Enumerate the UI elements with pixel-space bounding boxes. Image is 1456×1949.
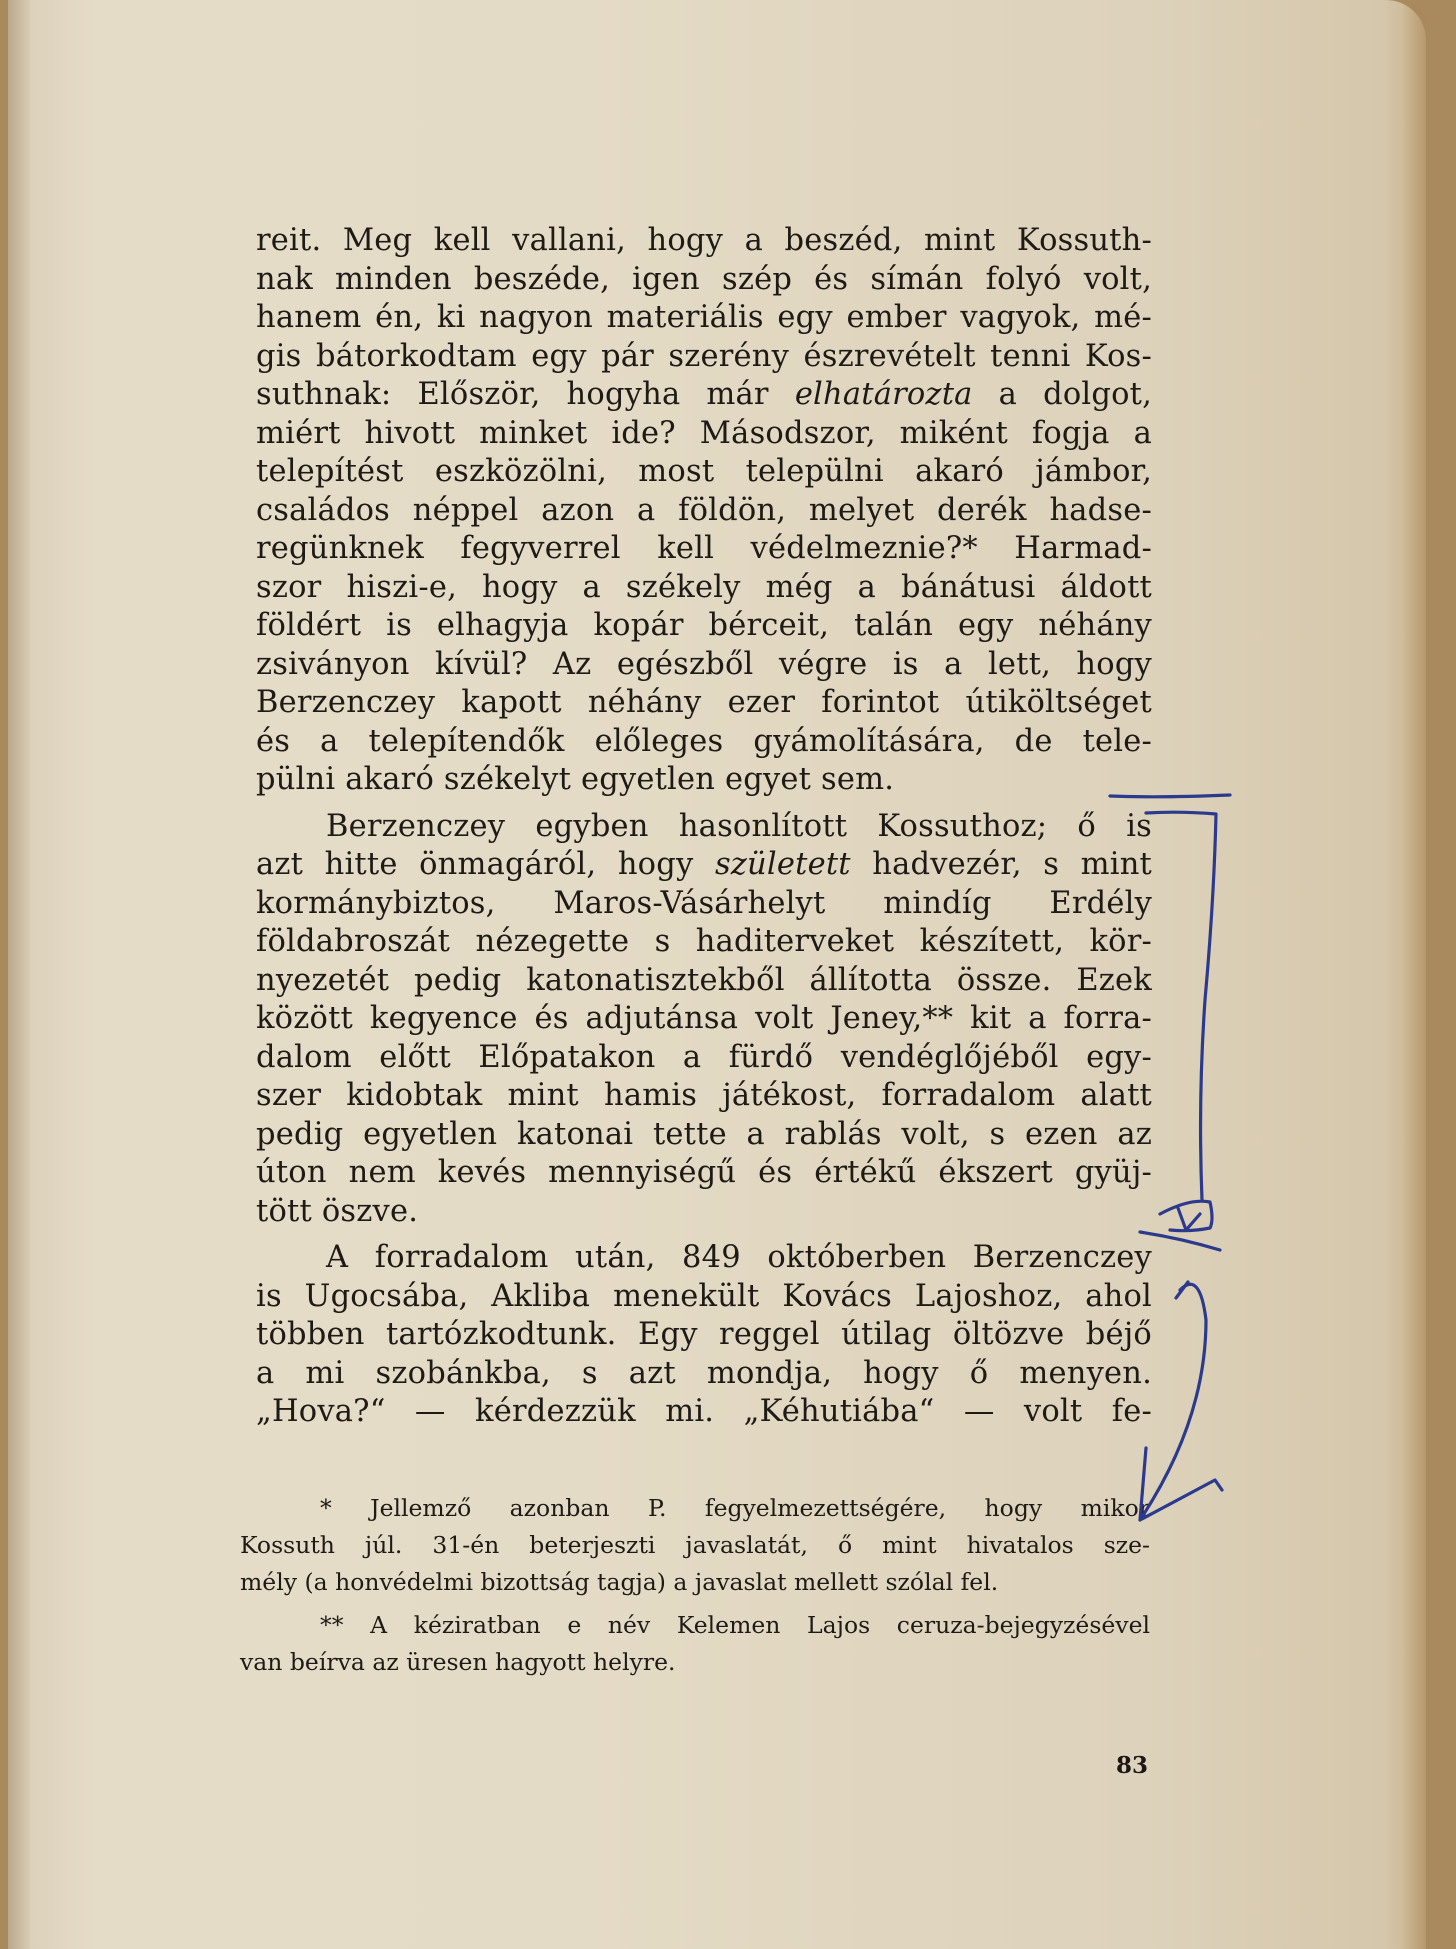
text-line: úton nem kevés mennyiségű és értékű ékszert gyüj- <box>256 1155 1152 1190</box>
book-page <box>8 0 1426 1949</box>
text-line: pedig egyetlen katonai tette a rablás volt, s ezen az <box>256 1116 1152 1152</box>
text-line: kormánybiztos, Maros-Vásárhelyt mindíg Erdély <box>256 885 1152 921</box>
paragraph-3 <box>256 1239 1152 1432</box>
text-line: Berzenczey egyben hasonlított Kossuthoz; ő is <box>326 808 1152 844</box>
text-line: családos néppel azon a földön, melyet derék hadse- <box>256 492 1152 528</box>
text-line: A forradalom után, 849 októberben Berzenczey <box>326 1240 1152 1275</box>
text-line: miért hivott minket ide? Másodszor, miként fogja a <box>256 415 1152 451</box>
text-line: szor hiszi-e, hogy a székely még a bánátusi áldott <box>256 569 1152 605</box>
text-line: telepítést eszközölni, most települni akaró jámbor, <box>256 454 1152 489</box>
paragraph-1 <box>256 222 1152 800</box>
text-line: zsiványon kívül? Az egészből végre is a lett, hogy <box>256 646 1152 682</box>
text-line: is Ugocsába, Akliba menekült Kovács Lajoshoz, ahol <box>256 1278 1152 1314</box>
text-line: földért is elhagyja kopár bérceit, talán egy néhány <box>256 608 1152 643</box>
text-line: a mi szobánkba, s azt mondja, hogy ő menyen. <box>256 1355 1152 1391</box>
footnote-line: Kossuth júl. 31-én beterjeszti javaslatát, ő mint hivatalos sze- <box>240 1531 1150 1559</box>
main-text <box>256 222 1152 1432</box>
text-line: szer kidobtak mint hamis játékost, forradalom alatt <box>256 1078 1152 1113</box>
footnote-line: van beírva az üresen hagyott helyre. <box>240 1648 676 1676</box>
text-line: hanem én, ki nagyon materiális egy ember vagyok, mé- <box>256 300 1152 335</box>
text-line: között kegyence és adjutánsa volt Jeney,** kit a forra- <box>256 1001 1152 1036</box>
text-line: pülni akaró székelyt egyetlen egyet sem. <box>256 762 895 797</box>
text-line: suthnak: Először, hogyha már elhatározta a dolgot, <box>256 377 1152 412</box>
text-line: „Hova?“ — kérdezzük mi. „Kéhutiába“ — volt fe- <box>256 1394 1152 1429</box>
footnote-line: * Jellemző azonban P. fegyelmezettségére, hogy mikor <box>320 1494 1150 1522</box>
page-number: 83 <box>1116 1752 1149 1779</box>
text-line: regünknek fegyverrel kell védelmeznie?* Harmad- <box>256 531 1152 566</box>
text-line: földabroszát nézegette s haditerveket készített, kör- <box>256 924 1152 959</box>
footnote-1 <box>240 1490 1150 1601</box>
text-line: tött öszve. <box>256 1193 419 1229</box>
text-line: dalom előtt Előpatakon a fürdő vendéglőjéből egy- <box>256 1039 1152 1075</box>
text-line: nak minden beszéde, igen szép és símán folyó volt, <box>256 261 1152 297</box>
text-line: és a telepítendők előleges gyámolítására, de tele- <box>256 723 1152 759</box>
footnote-line: ** A kéziratban e név Kelemen Lajos ceruza-bejegyzésével <box>320 1611 1150 1639</box>
footnote-line: mély (a honvédelmi bizottság tagja) a javaslat mellett szólal fel. <box>240 1568 999 1596</box>
text-line: Berzenczey kapott néhány ezer forintot útiköltséget <box>256 685 1152 720</box>
footnote-2 <box>240 1607 1150 1681</box>
text-line: gis bátorkodtam egy pár szerény észrevételt tenni Kos- <box>256 338 1152 374</box>
text-line: azt hitte önmagáról, hogy született hadvezér, s mint <box>256 847 1152 882</box>
footnotes <box>240 1490 1150 1681</box>
text-line: többen tartózkodtunk. Egy reggel útilag öltözve béjő <box>256 1317 1152 1352</box>
text-line: reit. Meg kell vallani, hogy a beszéd, mint Kossuth- <box>256 223 1152 258</box>
text-line: nyezetét pedig katonatisztekből állította össze. Ezek <box>256 962 1152 998</box>
paragraph-2 <box>256 808 1152 1232</box>
